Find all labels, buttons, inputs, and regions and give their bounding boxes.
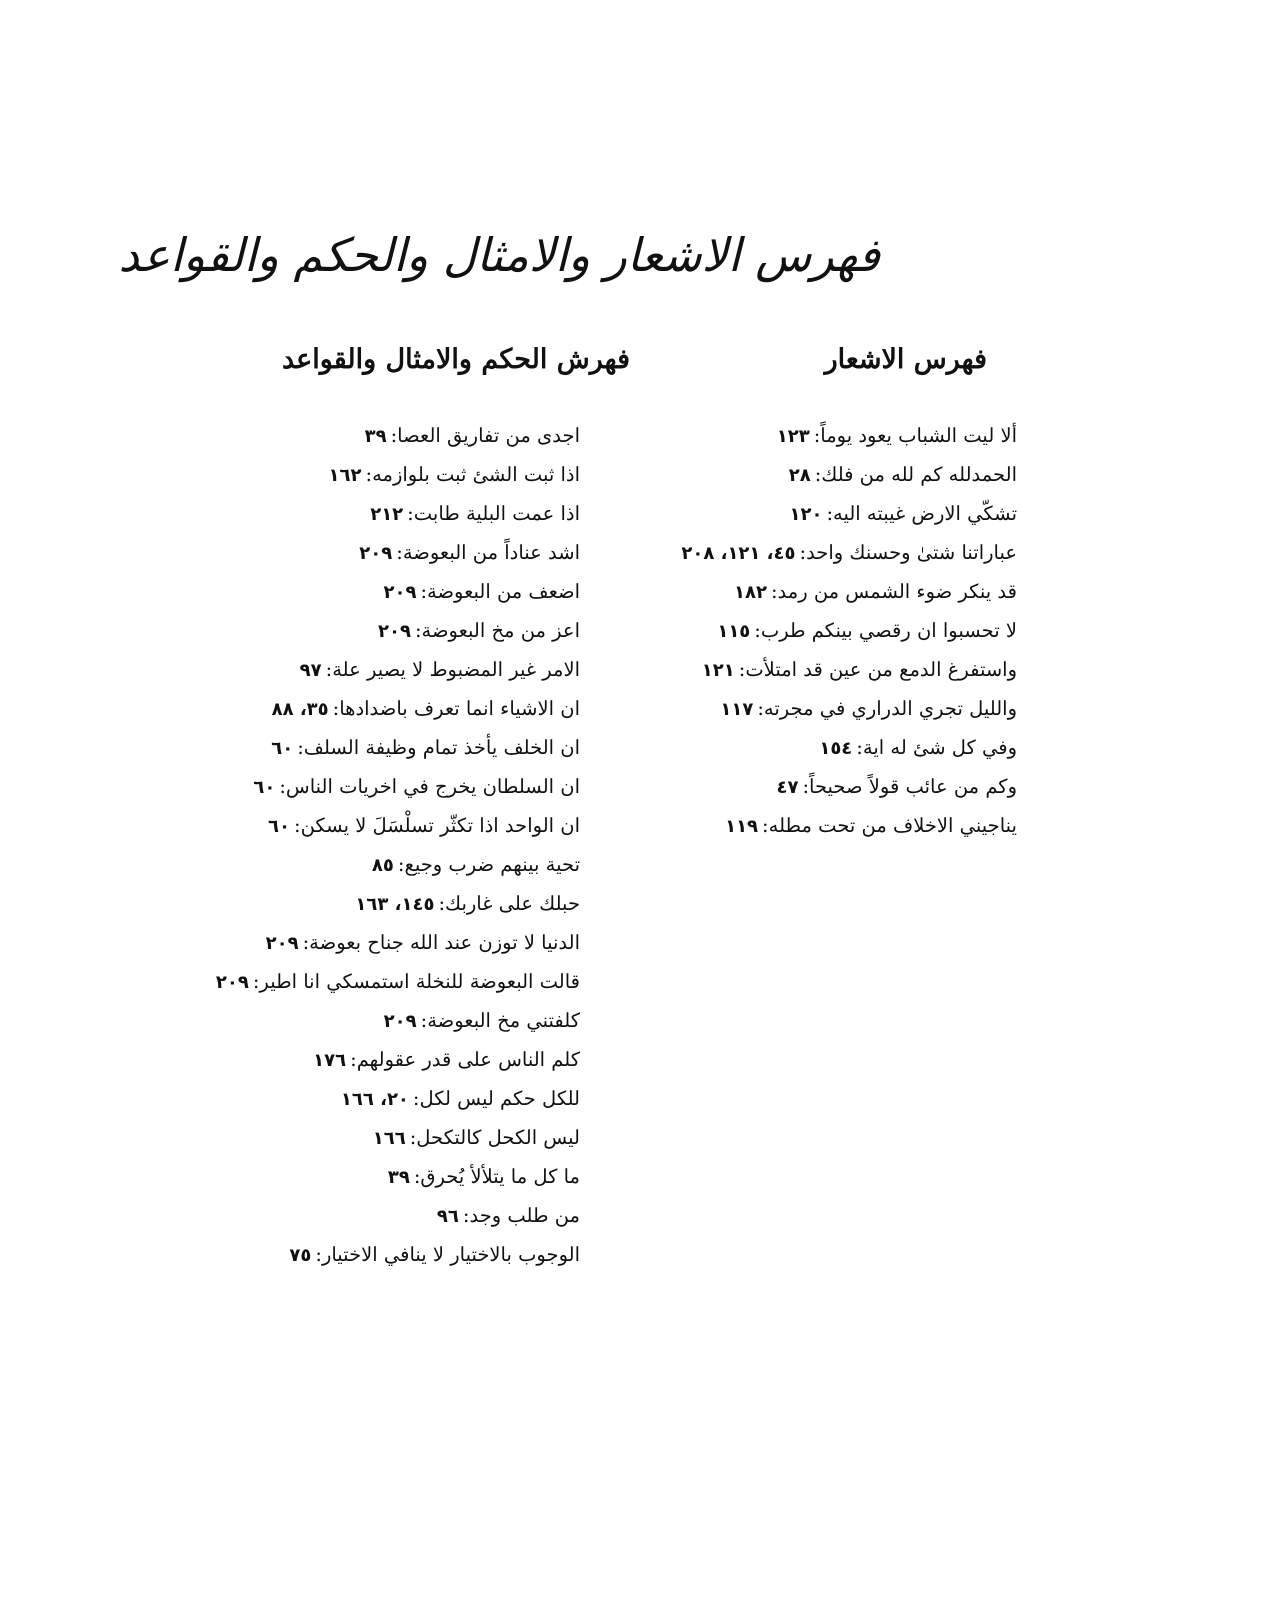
entry-text: تحية بينهم ضرب وجيع: <box>397 853 580 876</box>
entry-pages: ١٢١ <box>701 660 735 681</box>
entry-text: قد ينكر ضوء الشمس من رمد: <box>770 580 1017 603</box>
proverbs-index-entry <box>110 1001 580 1040</box>
entry-text: الحمدلله كم لله من فلك: <box>814 463 1017 486</box>
entry-pages: ٤٥، ١٢١، ٢٠٨ <box>681 543 796 564</box>
entry-pages: ٨٥ <box>371 855 394 876</box>
entry-pages: ١٦٢ <box>328 465 362 486</box>
entry-pages: ٩٧ <box>299 660 322 681</box>
proverbs-index-entry <box>110 1235 580 1274</box>
poetry-index-entry <box>597 728 1017 767</box>
entry-text: قالت البعوضة للنخلة استمسكي انا اطير: <box>252 970 580 993</box>
proverbs-index-entry <box>110 962 580 1001</box>
entry-pages: ٢٠٩ <box>377 621 411 642</box>
proverbs-index-entry <box>110 728 580 767</box>
proverbs-index-entry <box>110 923 580 962</box>
proverbs-index-entry <box>110 611 580 650</box>
entry-text: للكل حكم ليس لكل: <box>412 1087 580 1110</box>
entry-text: وفي كل شئ له اية: <box>856 736 1017 759</box>
entry-text: ان الاشياء انما تعرف باضدادها: <box>332 697 580 720</box>
proverbs-index-entry <box>110 650 580 689</box>
entry-text: اجدى من تفاريق العصا: <box>390 424 580 447</box>
poetry-index-entry <box>597 533 1017 572</box>
poetry-index-column <box>597 340 1017 845</box>
proverbs-index-entry <box>110 416 580 455</box>
entry-pages: ١٦٦ <box>372 1128 406 1149</box>
proverbs-index-column <box>110 340 630 1274</box>
entry-pages: ٧٥ <box>289 1245 312 1266</box>
entry-text: والليل تجري الدراري في مجرته: <box>757 697 1017 720</box>
entry-text: اذا عمت البلية طابت: <box>407 502 580 525</box>
entry-pages: ٢٠٩ <box>215 972 249 993</box>
entry-text: كلم الناس على قدر عقولهم: <box>350 1048 580 1071</box>
entry-pages: ٦٠ <box>253 777 276 798</box>
poetry-index-entry <box>597 767 1017 806</box>
entry-text: ما كل ما يتلألأ يُحرق: <box>413 1165 580 1188</box>
proverbs-index-entry <box>110 1079 580 1118</box>
entry-pages: ١٢٣ <box>776 426 810 447</box>
proverbs-index-entry <box>110 1196 580 1235</box>
entry-text: الدنيا لا توزن عند الله جناح بعوضة: <box>302 931 580 954</box>
poetry-index-entry <box>597 455 1017 494</box>
poetry-index-entry <box>597 806 1017 845</box>
entry-pages: ٣٩ <box>387 1167 410 1188</box>
entry-text: كلفتني مخ البعوضة: <box>420 1009 580 1032</box>
entry-text: حبلك على غاربك: <box>438 892 580 915</box>
entry-pages: ١٤٥، ١٦٣ <box>355 894 435 915</box>
poetry-index-entry <box>597 689 1017 728</box>
entry-pages: ١٧٦ <box>313 1050 347 1071</box>
proverbs-index-entry <box>110 1118 580 1157</box>
poetry-index-list <box>597 416 1017 845</box>
proverbs-index-entry <box>110 884 580 923</box>
entry-pages: ١١٥ <box>717 621 751 642</box>
entry-pages: ٦٠ <box>268 816 290 837</box>
entry-pages: ٢٠٩ <box>359 543 393 564</box>
proverbs-index-entry <box>110 1040 580 1079</box>
entry-text: الوجوب بالاختيار لا ينافي الاختيار: <box>315 1243 580 1266</box>
entry-pages: ١١٧ <box>720 699 754 720</box>
entry-text: ألا ليت الشباب يعود يوماً: <box>813 424 1017 447</box>
poetry-index-entry <box>597 416 1017 455</box>
poetry-index-heading: فهرس الاشعار <box>824 344 987 375</box>
page-title: فهرس الاشعار والامثال والحكم والقواعد <box>118 228 880 282</box>
entry-pages: ٦٠ <box>271 738 294 759</box>
proverbs-index-entry <box>110 533 580 572</box>
proverbs-index-entry <box>110 845 580 884</box>
entry-text: اذا ثبت الشئ ثبت بلوازمه: <box>365 463 580 486</box>
entry-pages: ٣٩ <box>364 426 387 447</box>
entry-pages: ٢١٢ <box>370 504 404 525</box>
proverbs-index-heading: فهرش الحكم والامثال والقواعد <box>282 344 630 375</box>
proverbs-index-list <box>110 416 580 1274</box>
entry-text: اضعف من البعوضة: <box>420 580 580 603</box>
entry-pages: ٢٠٩ <box>383 1011 417 1032</box>
entry-pages: ٩٦ <box>436 1206 459 1227</box>
entry-text: ليس الكحل كالتكحل: <box>409 1126 580 1149</box>
proverbs-index-entry <box>110 572 580 611</box>
entry-pages: ٢٠٩ <box>383 582 417 603</box>
entry-text: يناجيني الاخلاف من تحت مطله: <box>762 814 1017 837</box>
entry-pages: ٢٠، ١٦٦ <box>340 1089 409 1110</box>
entry-pages: ١١٩ <box>725 816 759 837</box>
entry-pages: ١٢٠ <box>789 504 823 525</box>
entry-text: ان السلطان يخرج في اخريات الناس: <box>279 775 580 798</box>
entry-text: من طلب وجد: <box>462 1204 580 1227</box>
entry-pages: ١٥٤ <box>819 738 853 759</box>
proverbs-index-entry <box>110 1157 580 1196</box>
entry-text: ان الواحد اذا تكثّر تسلْسَلَ لا يسكن: <box>294 814 580 837</box>
poetry-index-entry <box>597 650 1017 689</box>
entry-pages: ٢٨ <box>788 465 811 486</box>
proverbs-index-entry <box>110 767 580 806</box>
entry-text: ان الخلف يأخذ تمام وظيفة السلف: <box>297 736 580 759</box>
proverbs-index-entry <box>110 689 580 728</box>
entry-text: واستفرغ الدمع من عين قد امتلأت: <box>738 658 1017 681</box>
proverbs-index-entry <box>110 494 580 533</box>
entry-pages: ٣٥، ٨٨ <box>271 699 329 720</box>
entry-text: تشكّي الارض غيبته اليه: <box>826 502 1017 525</box>
entry-text: عباراتنا شتىٰ وحسنك واحد: <box>799 541 1017 564</box>
proverbs-index-entry <box>110 806 580 845</box>
poetry-index-entry <box>597 494 1017 533</box>
entry-text: لا تحسبوا ان رقصي بينكم طرب: <box>754 619 1017 642</box>
poetry-index-entry <box>597 572 1017 611</box>
entry-text: اشد عناداً من البعوضة: <box>396 541 580 564</box>
entry-text: اعز من مخ البعوضة: <box>414 619 580 642</box>
entry-text: الامر غير المضبوط لا يصير علة: <box>325 658 580 681</box>
entry-pages: ١٨٢ <box>733 582 767 603</box>
entry-pages: ٢٠٩ <box>265 933 299 954</box>
entry-pages: ٤٧ <box>776 777 799 798</box>
proverbs-index-entry <box>110 455 580 494</box>
entry-text: وكم من عائب قولاً صحيحاً: <box>802 775 1017 798</box>
poetry-index-entry <box>597 611 1017 650</box>
